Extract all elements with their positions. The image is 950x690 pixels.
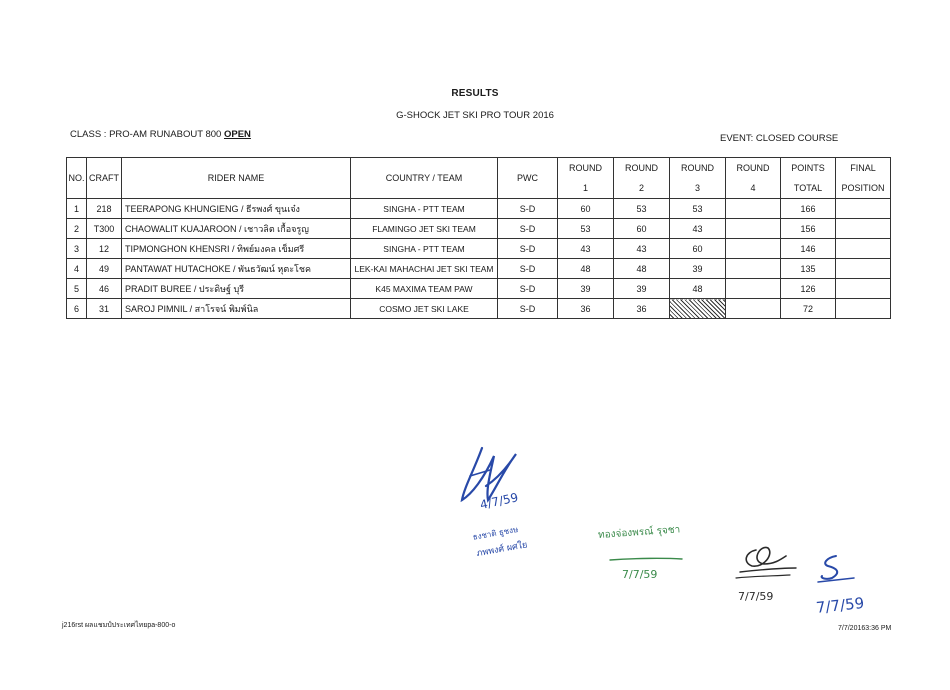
cell-r3: 39 xyxy=(670,259,726,279)
col-team: COUNTRY / TEAM xyxy=(351,158,498,199)
cell-pwc: S-D xyxy=(498,199,558,219)
table-row xyxy=(67,239,891,259)
cell-team: FLAMINGO JET SKI TEAM xyxy=(351,219,498,239)
cell-r1: 43 xyxy=(558,239,614,259)
table-row xyxy=(67,199,891,219)
cell-r3: 48 xyxy=(670,279,726,299)
event-type: EVENT: CLOSED COURSE xyxy=(720,133,839,144)
cell-total: 156 xyxy=(781,219,836,239)
cell-r2: 60 xyxy=(614,219,670,239)
class-open: OPEN xyxy=(223,129,251,140)
cell-position xyxy=(836,219,891,239)
cell-craft: 12 xyxy=(87,239,122,259)
results-table xyxy=(66,157,891,319)
cell-no: 2 xyxy=(67,219,87,239)
col-round2: ROUND xyxy=(614,158,670,179)
cell-team: SINGHA - PTT TEAM xyxy=(351,199,498,219)
col-craft: CRAFT xyxy=(87,158,122,199)
col-position: POSITION xyxy=(836,178,891,199)
cell-r2: 53 xyxy=(614,199,670,219)
col-points: POINTS xyxy=(781,158,836,179)
signature-3 xyxy=(730,538,820,608)
cell-r2: 39 xyxy=(614,279,670,299)
col-round3-num: 3 xyxy=(670,178,726,199)
cell-total: 135 xyxy=(781,259,836,279)
col-no: NO. xyxy=(67,158,87,199)
cell-rider: PRADIT BUREE / ประดิษฐ์ บุรี xyxy=(122,279,351,299)
cell-r4 xyxy=(726,199,781,219)
cell-craft: 49 xyxy=(87,259,122,279)
table-row xyxy=(67,279,891,299)
cell-rider: CHAOWALIT KUAJAROON / เชาวลิต เกื้อจรูญ xyxy=(122,219,351,239)
table-header-row-1 xyxy=(67,158,891,179)
class-label xyxy=(70,129,251,140)
col-round1-num: 1 xyxy=(558,178,614,199)
col-round1: ROUND xyxy=(558,158,614,179)
cell-team: COSMO JET SKI LAKE xyxy=(351,299,498,319)
cell-r4 xyxy=(726,259,781,279)
cell-total: 146 xyxy=(781,239,836,259)
cell-craft: T300 xyxy=(87,219,122,239)
col-rider: RIDER NAME xyxy=(122,158,351,199)
sig2-name: ทองจ่องพรณ์ รุจชา xyxy=(597,524,681,542)
cell-r1: 48 xyxy=(558,259,614,279)
sig1-line2: ภพพงศ์ ผศใย xyxy=(475,540,529,560)
table-row xyxy=(67,299,891,319)
cell-pwc: S-D xyxy=(498,299,558,319)
cell-total: 126 xyxy=(781,279,836,299)
cell-r3: 60 xyxy=(670,239,726,259)
cell-rider: TIPMONGHON KHENSRI / ทิพย์มงคล เข็มศรี xyxy=(122,239,351,259)
footer-file-ref: j216rst ผลแชมป์ประเทศไทยpa-800-o xyxy=(62,622,176,629)
cell-team: LEK-KAI MAHACHAI JET SKI TEAM xyxy=(351,259,498,279)
cell-no: 3 xyxy=(67,239,87,259)
cell-r2: 36 xyxy=(614,299,670,319)
sig1-date: 4/7/59 xyxy=(478,490,520,513)
col-pwc: PWC xyxy=(498,158,558,199)
cell-no: 6 xyxy=(67,299,87,319)
cell-rider: TEERAPONG KHUNGIENG / ธีรพงศ์ ขุนเจ๋ง xyxy=(122,199,351,219)
cell-team: K45 MAXIMA TEAM PAW xyxy=(351,279,498,299)
cell-team: SINGHA - PTT TEAM xyxy=(351,239,498,259)
cell-r2: 48 xyxy=(614,259,670,279)
cell-position xyxy=(836,259,891,279)
cell-r3-hatched xyxy=(670,299,726,319)
cell-rider: PANTAWAT HUTACHOKE / พันธวัฒน์ หุตะโชค xyxy=(122,259,351,279)
cell-r4 xyxy=(726,239,781,259)
cell-total: 166 xyxy=(781,199,836,219)
signature-2 xyxy=(596,512,726,582)
cell-r3: 43 xyxy=(670,219,726,239)
cell-r4 xyxy=(726,299,781,319)
cell-craft: 46 xyxy=(87,279,122,299)
cell-pwc: S-D xyxy=(498,219,558,239)
cell-total: 72 xyxy=(781,299,836,319)
cell-r4 xyxy=(726,219,781,239)
col-final: FINAL xyxy=(836,158,891,179)
cell-r4 xyxy=(726,279,781,299)
cell-r3: 53 xyxy=(670,199,726,219)
event-name: G-SHOCK JET SKI PRO TOUR 2016 xyxy=(396,110,554,121)
sig2-date: 7/7/59 xyxy=(622,568,658,581)
cell-craft: 218 xyxy=(87,199,122,219)
footer-timestamp: 7/7/20163:36 PM xyxy=(838,625,892,632)
table-row xyxy=(67,219,891,239)
cell-position xyxy=(836,199,891,219)
col-round4-num: 4 xyxy=(726,178,781,199)
table-row xyxy=(67,259,891,279)
cell-pwc: S-D xyxy=(498,239,558,259)
signature-1 xyxy=(450,430,570,560)
cell-no: 5 xyxy=(67,279,87,299)
cell-no: 4 xyxy=(67,259,87,279)
document-title: RESULTS xyxy=(451,88,499,99)
sig3-date: 7/7/59 xyxy=(738,590,774,603)
cell-r2: 43 xyxy=(614,239,670,259)
cell-no: 1 xyxy=(67,199,87,219)
cell-pwc: S-D xyxy=(498,279,558,299)
col-round4: ROUND xyxy=(726,158,781,179)
cell-position xyxy=(836,239,891,259)
cell-rider: SAROJ PIMNIL / สาโรจน์ พิมพ์นิล xyxy=(122,299,351,319)
sig4-date: 7/7/59 xyxy=(815,593,866,617)
col-round3: ROUND xyxy=(670,158,726,179)
cell-position xyxy=(836,299,891,319)
cell-position xyxy=(836,279,891,299)
signature-4 xyxy=(814,548,894,618)
cell-r1: 36 xyxy=(558,299,614,319)
cell-craft: 31 xyxy=(87,299,122,319)
col-round2-num: 2 xyxy=(614,178,670,199)
cell-pwc: S-D xyxy=(498,259,558,279)
cell-r1: 39 xyxy=(558,279,614,299)
cell-r1: 53 xyxy=(558,219,614,239)
class-prefix: CLASS : PRO-AM RUNABOUT 800 xyxy=(70,129,224,140)
col-total: TOTAL xyxy=(781,178,836,199)
cell-r1: 60 xyxy=(558,199,614,219)
sig1-line1: ธงชาติ ธูชงษ xyxy=(472,524,519,542)
